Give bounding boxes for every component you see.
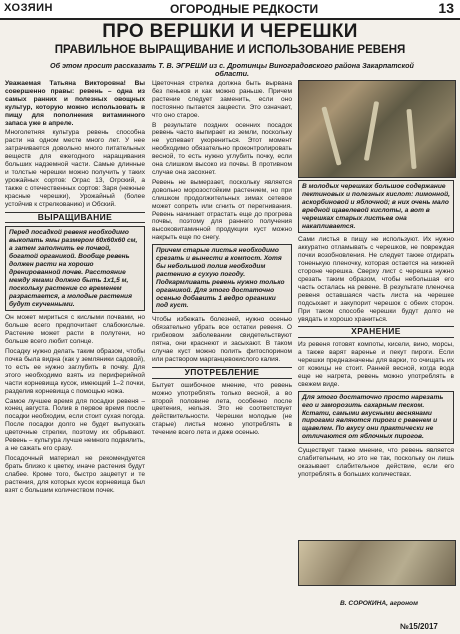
newspaper-brand: ХОЗЯИН — [4, 2, 53, 14]
section-heading-cultivation: ВЫРАЩИВАНИЕ — [5, 212, 145, 224]
highlight-box: Для этого достаточно просто нарезать его и заморозить сахарным песком. Кстати, самыми вкусными веснянами пирогами являются пироги с ревенем и щавелем. По вкусу они практически не отличаются от яблочных пирогов. — [298, 391, 454, 444]
column-2 — [152, 80, 292, 439]
highlight-box: Перед посадкой ревеня необходимо выкопать ямы размером 60х60х60 см, а затем заполнить ее почвой, богатой органикой. Вообще ревень должен расти на хорошо дренированной почве. Расстояние между ямами должно быть 1х1,5 м, поскольку растение со временем разрастается, а молодые растения будут скученными. — [5, 226, 145, 311]
paragraph: Самое лучшее время для посадки ревеня – конец августа. Полив в первое время после посадки необходим, если стоит сухая погода. После посадки долго не будет выпускать цветочные стрелки, поэтому их обрывают. Ревень – культура лучше немного подвялить, а не сажать его сразу. — [5, 397, 145, 452]
paragraph: Бытует ошибочное мнение, что ревень можно употреблять только весной, а во второй половине лета, особенно после цветения, нельзя. Это не соответствует действительности. Черешки молодые (не старые) листья можно употреблять в течение всего лета и даже осенью. — [152, 381, 292, 437]
paragraph: Цветочная стрелка должна быть вырвана без пеньков и как можно раньше. Причем растение следует заменить, если оно постоянно пытается зацвести. Это означает, что оно старое. — [152, 80, 292, 119]
article-title: ПРО ВЕРШКИ И ЧЕРЕШКИ — [102, 21, 358, 42]
paragraph: Сами листья в пищу не используют. Их нужно аккуратно отламывать с черешков, не повреждая почки возобновления. Не следует также отдирать тоненькую пленочку, которая остается на нижней стороне черешка. Сверху лист с черешка нужно срезать таким образом, чтобы небольшая его часть осталась на ревене. В результате пленочка ревеня оставшаяся часть листа на черешке подсыхает и закупорит черешок с обеих сторон. При таком способе черешки будут долго не увядать и хорошо храниться. — [298, 236, 454, 323]
paragraph: Ревень не вымерзает, поскольку является довольно морозостойким растением, но при слишком продолжительных зимах сетевое может сопреть или сгнить от перегнивания. Ревень начинает отрастать еще до прогрева почвы, поэтому для раннего получения высоковитаминной продукции куст можно накрыть еще по снегу. — [152, 178, 292, 242]
paragraph: Посадку нужно делать таким образом, чтобы почка была видна (как у земляники садовой), то есть ее нужно заглубить в почву. Для этого необходимо взять из периферийной части корневища кусок, имеющий 1–2 почки, разделив корневища с помощью ножа. — [5, 348, 145, 395]
paragraph: Он может мириться с кислыми почвами, но больше всего предпочитает слабокислые. Растение может расти в полутени, но больше всего любит солнце. — [5, 314, 145, 346]
paragraph: Чтобы избежать болезней, нужно осенью обязательно убрать все остатки ревеня. О грибковом заболевании свидетельствуют пятна, они краснеют и засыхают. В таком случае куст можно полить фитоспорином или раствором марганцевокислого калия. — [152, 316, 292, 363]
issue-number: №15/2017 — [400, 622, 438, 631]
section-title: ОГОРОДНЫЕ РЕДКОСТИ — [170, 2, 319, 16]
rhubarb-dish-photo — [298, 540, 456, 586]
highlight-box: Причем старые листья необходимо срезать и вынести в компост. Хотя бы небольшой полив необходим растению в сухую погоду. Подкармливать ревень нужно только органикой. Для этого достаточно осенью добавить 1 ведро органики под куст. — [152, 244, 292, 313]
section-heading-usage: УПОТРЕБЛЕНИЕ — [152, 367, 292, 379]
rhubarb-stalk-shape — [406, 109, 416, 169]
column-3 — [298, 178, 454, 481]
paragraph: Существует также мнение, что ревень является слабительным, но это не так, поскольку он лишь оказывает слабительное действие, если его употреблять в больших количествах. — [298, 447, 454, 478]
highlight-box: В молодых черешках большое содержание пектиновых и полезных кислот: лимонной, аскорбиновой и яблочной; в них очень мало вредной щавелевой кислоты, а вот в черешках старых листьев она накапливается. — [298, 180, 454, 233]
page-header — [0, 0, 460, 20]
rhubarb-stalk-shape — [321, 106, 341, 165]
section-heading-storage: ХРАНЕНИЕ — [298, 326, 454, 338]
article-subtitle: ПРАВИЛЬНОЕ ВЫРАЩИВАНИЕ И ИСПОЛЬЗОВАНИЕ РЕВЕНЯ — [54, 44, 406, 56]
lead-paragraph: Уважаемая Татьяна Викторовна! Вы совершенно правы: ревень – одна из самых ранних и полезных овощных культур, которую можно использовать в пищу для пополнения витаминного запаса уже в апреле. — [5, 80, 145, 127]
paragraph: Посадочный материал не рекомендуется брать близко к цветку, иначе растения будут слабее. Кроме того, быстро зацветут и те растения, для которых кусок корневища был взят с большим количеством почек. — [5, 454, 145, 494]
paragraph: Из ревеня готовят компоты, кисели, вино, морсы, а также варят варенье и пекут пироги. Если черешки предназначены для варки, то очищать их от кожицы не стоит. Ранней весной, когда вода еще не нагрета, ревень можно употреблять в свежем виде. — [298, 341, 454, 388]
article-intro: Об этом просит рассказать Т. В. ЭГРЕШИ из с. Дротинцы Виноградовского района Закарпатской области. — [50, 61, 414, 79]
paragraph: В результате поздних осенних посадок ревень часто выпирает из земли, поскольку не успевает укорениться. Этот момент необходимо обязательно проконтролировать весной, то есть нужно углубить почку, если она слишком высоко из почвы. В противном случае она засохнет. — [152, 121, 292, 176]
rhubarb-photo — [298, 80, 456, 178]
paragraph: Многолетняя культура ревень способна расти на одном месте много лет. У нее затрачивается довольно много питательных веществ для ежегодного наращивания больших надземной части. Самые длинные и толстые черешки можно получить у таких урожайных сортов: Ограс 13, Огрский, а также с отечественных сортов: Заря (нежные красные черешки), Урожайный (более устойчив к стрелкованию) и Обский. — [5, 129, 145, 208]
column-1 — [5, 80, 145, 496]
rhubarb-stalk-shape — [364, 101, 379, 161]
article-author: В. СОРОКИНА, агроном — [340, 600, 418, 607]
page-number: 13 — [438, 0, 454, 16]
